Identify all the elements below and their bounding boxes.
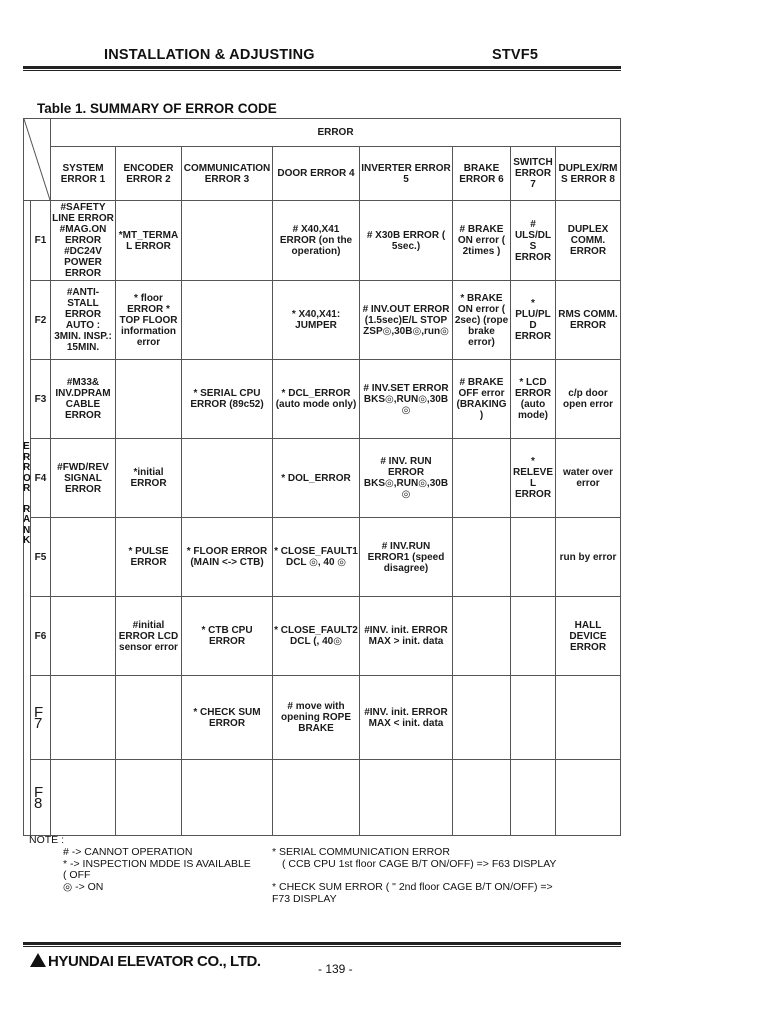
diagonal-line: [24, 119, 50, 200]
column-header: DOOR ERROR 4: [273, 147, 360, 201]
table-row: [24, 201, 621, 281]
table-cell: #INV. init. ERROR MAX > init. data: [360, 597, 453, 676]
table-cell: *initial ERROR: [116, 439, 182, 518]
row-code: F8: [31, 760, 51, 836]
table-cell: #ANTI-STALL ERROR AUTO : 3MIN. INSP.: 15MIN.: [51, 281, 116, 360]
table-cell: * RELEVEL ERROR: [511, 439, 556, 518]
table-cell: * DCL_ERROR (auto mode only): [273, 360, 360, 439]
table-cell: [51, 518, 116, 597]
table-cell: *MT_TERMAL ERROR: [116, 201, 182, 281]
column-header: DUPLEX/RMS ERROR 8: [556, 147, 621, 201]
document-title: INSTALLATION & ADJUSTING: [104, 47, 315, 63]
error-heading: ERROR: [51, 119, 621, 147]
table-row: [24, 760, 621, 836]
company-logo: [30, 953, 261, 970]
table-cell: # ULS/DLS ERROR: [511, 201, 556, 281]
note-line: ( CCB CPU 1st floor CAGE B/T ON/OFF) => F63 DISPLAY: [282, 857, 557, 870]
table-cell: [116, 760, 182, 836]
table-cell: * CHECK SUM ERROR: [182, 676, 273, 760]
row-code: F4: [31, 439, 51, 518]
table-cell: #SAFETY LINE ERROR #MAG.ON ERROR #DC24V POWER ERROR: [52, 202, 114, 279]
footer-rule-thin: [23, 946, 621, 947]
table-cell: # INV.RUN ERROR1 (speed disagree): [360, 518, 453, 597]
table-cell: [556, 676, 621, 760]
table-cell: [453, 676, 511, 760]
table-cell: * BRAKE ON error ( 2sec) (rope brake error): [453, 281, 511, 360]
table-cell: * floor ERROR * TOP FLOOR information error: [116, 281, 182, 360]
model-code: STVF5: [492, 47, 539, 63]
row-code: F7: [31, 676, 51, 760]
table-row: [24, 518, 621, 597]
table-cell: # BRAKE OFF error (BRAKING ): [453, 360, 511, 439]
header-rule: [23, 66, 621, 69]
table-cell: [511, 518, 556, 597]
column-header: BRAKE ERROR 6: [453, 147, 511, 201]
row-code: F5: [31, 518, 51, 597]
note-line: ( OFF: [63, 869, 91, 881]
row-code: F3: [31, 360, 51, 439]
table-cell: * CLOSE_FAULT1 DCL ◎, 40 ◎: [273, 518, 360, 597]
table-cell: # X40,X41 ERROR (on the operation): [273, 201, 360, 281]
table-cell: # INV.OUT ERROR (1.5sec)E/L STOP ZSP◎,30B◎,run◎: [360, 281, 453, 360]
column-header: INVERTER ERROR 5: [360, 147, 453, 201]
column-header: SYSTEM ERROR 1: [51, 147, 116, 201]
table-cell: c/p door open error: [556, 360, 621, 439]
rank-letter: N: [23, 524, 31, 536]
table-cell: * LCD ERROR (auto mode): [511, 360, 556, 439]
table-cell: # move with opening ROPE BRAKE: [273, 676, 360, 760]
table-cell: [182, 281, 273, 360]
table-cell: * SERIAL CPU ERROR (89c52): [182, 360, 273, 439]
table-cell: RMS COMM. ERROR: [556, 281, 621, 360]
note-title: NOTE :: [29, 834, 65, 846]
note-line: # -> CANNOT OPERATION: [63, 846, 193, 858]
table-row: [24, 676, 621, 760]
table-cell: * PLU/PLD ERROR: [511, 281, 556, 360]
header-rule-thin: [23, 70, 621, 71]
table-row: [24, 281, 621, 360]
table-cell: water over error: [556, 439, 621, 518]
table-cell: # X30B ERROR ( 5sec.): [360, 201, 453, 281]
table-caption: Table 1. SUMMARY OF ERROR CODE: [37, 101, 277, 116]
corner-cell: [24, 119, 51, 201]
row-code: F6: [31, 597, 51, 676]
note-legend: [63, 847, 268, 893]
table-cell: run by error: [556, 518, 621, 597]
table-cell: [453, 760, 511, 836]
table-cell: [360, 760, 453, 836]
table-cell: # INV.SET ERROR BKS◎,RUN◎,30B◎: [360, 360, 453, 439]
rank-letter: A: [23, 514, 31, 525]
error-code-table: [23, 118, 621, 836]
rank-letter: R: [23, 462, 31, 473]
rank-vertical: [23, 442, 32, 547]
note-checksum: [272, 882, 572, 905]
table-cell: # INV. RUN ERROR BKS◎,RUN◎,30B◎: [360, 439, 453, 518]
column-header: COMMUNICATION ERROR 3: [182, 147, 273, 201]
table-cell: #INV. init. ERROR MAX < init. data: [360, 676, 453, 760]
table-cell: [182, 439, 273, 518]
column-header-row: [24, 147, 621, 201]
table-cell: [453, 597, 511, 676]
page-number: - 139 -: [318, 962, 353, 976]
table-cell: [51, 597, 116, 676]
table-cell: * CLOSE_FAULT2 DCL (, 40◎: [273, 597, 360, 676]
table-cell: [453, 518, 511, 597]
table-cell: HALL DEVICE ERROR: [556, 597, 621, 676]
rank-letter: K: [23, 535, 31, 546]
note-line: * -> INSPECTION MDDE IS AVAILABLE: [63, 857, 251, 870]
table-cell: * FLOOR ERROR (MAIN <-> CTB): [182, 518, 273, 597]
table-cell: * CTB CPU ERROR: [182, 597, 273, 676]
note-line: * SERIAL COMMUNICATION ERROR: [272, 846, 450, 858]
company-name: HYUNDAI ELEVATOR CO., LTD.: [48, 953, 261, 970]
table-cell: #M33& INV.DPRAM CABLE ERROR: [51, 360, 116, 439]
hyundai-logo-icon: [30, 953, 46, 967]
rank-letter: E: [23, 441, 30, 452]
table-cell: * PULSE ERROR: [116, 518, 182, 597]
rank-letter: R: [23, 483, 31, 494]
table-cell: [511, 760, 556, 836]
table-row: [24, 439, 621, 518]
table-cell: # BRAKE ON error ( 2times ): [453, 201, 511, 281]
note-line: * CHECK SUM ERROR ( " 2nd floor CAGE B/T ON/OFF) =>: [272, 881, 553, 893]
rank-letter: R: [23, 451, 31, 463]
table-cell: [182, 201, 273, 281]
table-cell: [116, 360, 182, 439]
table-cell: #initial ERROR LCD sensor error: [116, 597, 182, 676]
table-cell: [51, 760, 116, 836]
note-line: F73 DISPLAY: [272, 892, 337, 905]
note-serial: [272, 847, 572, 870]
rank-letter: R: [23, 503, 31, 515]
table-cell: * DOL_ERROR: [273, 439, 360, 518]
note-line: ◎ -> ON: [63, 880, 104, 893]
error-rank-label: [23, 442, 32, 547]
table-cell: [556, 760, 621, 836]
table-cell: [182, 760, 273, 836]
table-cell: * X40,X41: JUMPER: [273, 281, 360, 360]
row-code: F2: [31, 281, 51, 360]
table-cell: #FWD/REV SIGNAL ERROR: [51, 439, 116, 518]
rank-letter: O: [23, 472, 31, 484]
table-cell: [511, 676, 556, 760]
column-header: ENCODER ERROR 2: [116, 147, 182, 201]
table-cell: [511, 597, 556, 676]
table-row: [24, 360, 621, 439]
footer-rule: [23, 942, 621, 945]
row-code: F1: [31, 201, 51, 281]
table-row: [24, 597, 621, 676]
table-cell: [116, 676, 182, 760]
table-cell: DUPLEX COMM. ERROR: [556, 201, 621, 281]
table-cell: [51, 676, 116, 760]
table-cell: [273, 760, 360, 836]
table-cell: [453, 439, 511, 518]
column-header: SWITCH ERROR 7: [511, 147, 556, 201]
